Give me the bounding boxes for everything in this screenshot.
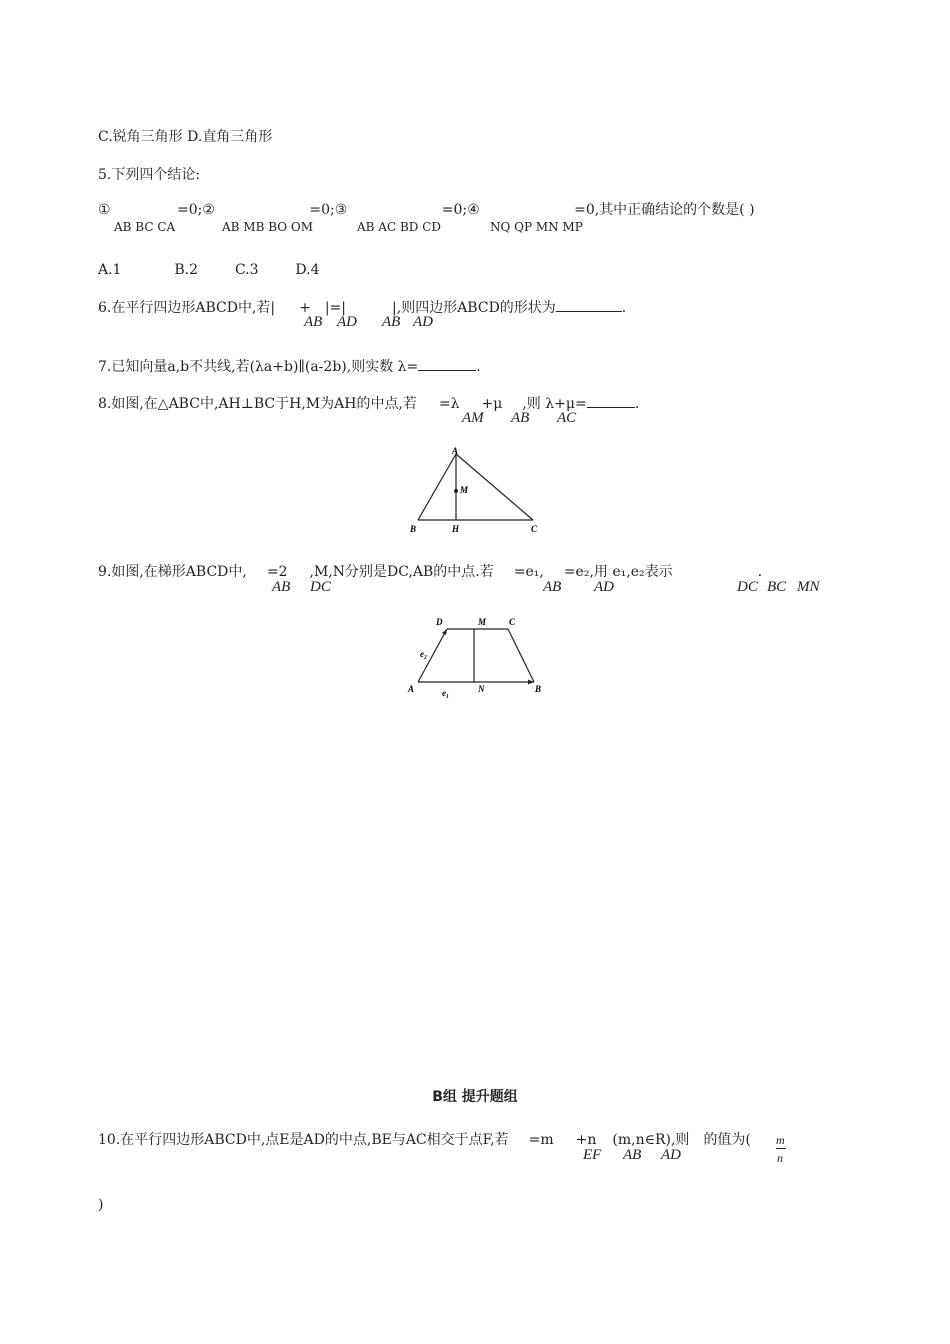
q9-end: . [757, 564, 763, 580]
q9-label-e1: e₁ [442, 688, 450, 698]
q9-vec-6: BC [767, 579, 787, 595]
q8-point-m [454, 489, 458, 493]
q6-vec-3: AB [382, 314, 401, 330]
q5-marker-1: ① [98, 202, 111, 218]
q6-vec-1: AB [304, 314, 323, 330]
q8-label-b: B [410, 524, 417, 534]
q8-side-ab [418, 454, 456, 520]
q8-plus: +μ [481, 396, 503, 412]
q5-vec-2: AB MB BO OM [222, 220, 314, 234]
q8-vec-3: AC [557, 410, 577, 426]
q6-vec-4: AD [413, 314, 433, 330]
q5-option-a: A.1 [98, 262, 122, 278]
q9-arrow-e2 [442, 629, 447, 635]
q9-label-n: N [478, 684, 485, 694]
q9-vec-4: AD [594, 579, 614, 595]
q8-triangle-figure [400, 445, 550, 537]
q9-label-a: A [408, 684, 415, 694]
q6-pre: 6.在平行四边形ABCD中,若| [98, 300, 276, 316]
q8-eq: =λ [438, 396, 460, 412]
q8-post: ,则 λ+μ= [522, 396, 587, 412]
q9-vec-1: AB [272, 579, 291, 595]
q8-label-a: A [452, 446, 459, 456]
q5-stem: 5.下列四个结论: [98, 167, 201, 183]
q9-trapezoid-figure [400, 612, 550, 702]
q10-vec-2: AB [623, 1147, 642, 1163]
q9-e1: =e₁, [513, 564, 544, 580]
q7-answer-blank [418, 356, 476, 371]
q5-option-b: B.2 [174, 262, 199, 278]
q5-vec-4: NQ QP MN MP [490, 220, 583, 234]
q5-vec-1: AB BC CA [114, 220, 176, 234]
q6-mid: |=| [324, 300, 347, 316]
q9-vec-7: MN [797, 579, 820, 595]
q5-c4: =0,其中正确结论的个数是( ) [574, 202, 755, 218]
q9-label-m: M [478, 617, 487, 627]
q5-c2: =0;③ [309, 202, 348, 218]
q10-line [98, 1130, 751, 1150]
q6-plus: + [299, 300, 311, 316]
q6-answer-blank [556, 297, 622, 312]
q10-post2: 的值为( [703, 1132, 751, 1148]
q8-pre: 8.如图,在△ABC中,AH⊥BC于H,M为AH的中点,若 [98, 396, 417, 412]
q7-line: 7.已知向量a,b不共线,若(λa+b)∥(a-2b),则实数 λ= . [98, 356, 481, 377]
q8-vec-2: AB [511, 410, 530, 426]
q10-vec-1: EF [583, 1147, 602, 1163]
q10-close: ) [98, 1197, 104, 1213]
q8-answer-blank [587, 393, 635, 408]
q10-eq: =m [528, 1132, 554, 1148]
q4-options: C.锐角三角形 D.直角三角形 [98, 129, 273, 145]
q10-frac-den: n [777, 1151, 783, 1165]
q6-post: |,则四边形ABCD的形状为 [392, 300, 556, 316]
q9-e2: =e₂,用 e₁,e₂表示 [563, 564, 673, 580]
q5-options [98, 260, 320, 280]
q6-vec-2: AD [337, 314, 357, 330]
q5-option-d: D.4 [295, 262, 320, 278]
q9-eq2: =2 [266, 564, 288, 580]
q9-label-e2: e₂ [420, 649, 428, 659]
q9-line [98, 562, 762, 582]
q6-line: 6.在平行四边形ABCD中,若| + |=| |,则四边形ABCD的形状为 . [98, 297, 626, 318]
q9-label-d: D [436, 617, 443, 627]
q9-label-b: B [535, 684, 542, 694]
q8-label-c: C [531, 524, 538, 534]
q5-c3: =0;④ [441, 202, 480, 218]
q10-plus: +n [575, 1132, 597, 1148]
q5-vec-3: AB AC BD CD [357, 220, 442, 234]
q10-post: (m,n∈R),则 [612, 1132, 690, 1148]
q10-vec-3: AD [661, 1147, 681, 1163]
q9-vec-5: DC [737, 579, 758, 595]
q10-frac-num: m [776, 1133, 785, 1147]
q5-c1: =0;② [177, 202, 215, 218]
q9-vec-2: DC [310, 579, 331, 595]
q8-line: 8.如图,在△ABC中,AH⊥BC于H,M为AH的中点,若 =λ +μ ,则 λ+μ= . [98, 393, 639, 414]
q8-label-m: M [460, 485, 469, 495]
q9-side-bc [508, 629, 534, 682]
q9-vec-3: AB [543, 579, 562, 595]
q5-option-c: C.3 [234, 262, 259, 278]
q8-vec-1: AM [462, 410, 484, 426]
q9-label-c: C [509, 617, 516, 627]
q9-mid: ,M,N分别是DC,AB的中点.若 [309, 564, 494, 580]
section-b-title: B组 提升题组 [432, 1089, 518, 1105]
q8-label-h: H [452, 524, 460, 534]
q7-text: 7.已知向量a,b不共线,若(λa+b)∥(a-2b),则实数 λ= [98, 359, 419, 375]
q9-pre: 9.如图,在梯形ABCD中, [98, 564, 247, 580]
q10-pre: 10.在平行四边形ABCD中,点E是AD的中点,BE与AC相交于点F,若 [98, 1132, 509, 1148]
